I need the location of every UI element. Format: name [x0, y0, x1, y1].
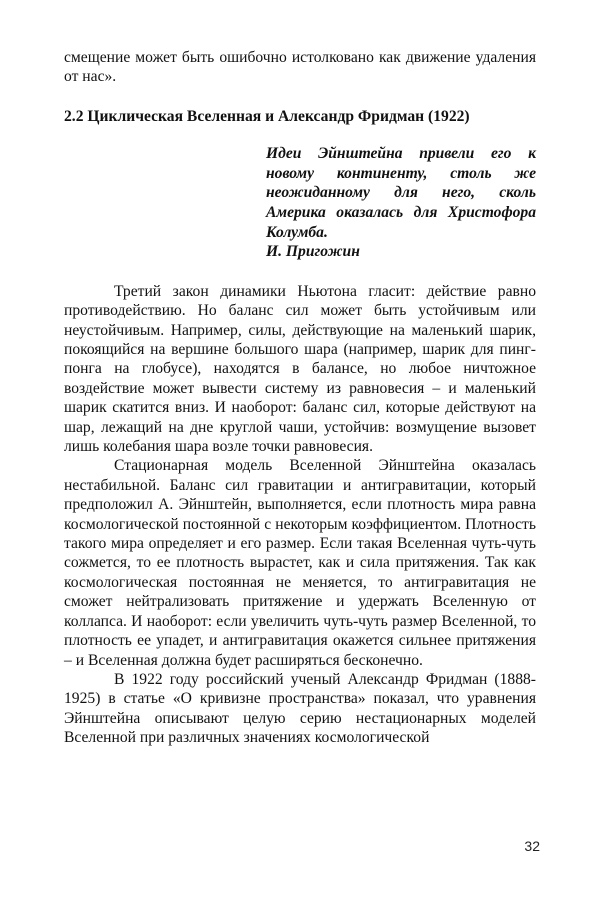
paragraph-friedmann: В 1922 году российский ученый Александр Фридман (1888-1925) в статье «О кривизне пространства» показал, что уравнения Эйнштейна описывают целую серию нестационарных моделей Вселенной при различных значениях космологической: [64, 670, 536, 747]
epigraph-text: Идеи Эйнштейна привели его к новому континенту, столь же неожиданному для него, сколь Америка оказалась для Христофора Колумба.: [266, 145, 536, 241]
paragraph-newton-law: Третий закон динамики Ньютона гласит: действие равно противодействию. Но баланс сил может быть устойчивым или неустойчивым. Например, силы, действующие на маленький шарик, покоящийся на вершине большого шара (например, шарик для пинг-понга на глобусе), находятся в балансе, но любое ничтожное воздействие может вывести систему из равновесия – и маленький шарик скатится вниз. И наоборот: баланс сил, которые действуют на шар, лежащий на дне круглой чаши, устойчив: возмущение вызовет лишь колебания шара возле точки равновесия.: [64, 282, 536, 456]
page-body: [64, 48, 536, 748]
continuation-paragraph: смещение может быть ошибочно истолковано как движение удаления от нас».: [64, 49, 536, 86]
epigraph: [266, 144, 536, 262]
section-heading: 2.2 Циклическая Вселенная и Александр Фридман (1922): [64, 107, 470, 125]
page-number: 32: [524, 838, 540, 854]
body-text: [64, 282, 536, 748]
epigraph-author: И. Пригожин: [266, 243, 360, 261]
paragraph-stationary-model: Стационарная модель Вселенной Эйнштейна оказалась нестабильной. Баланс сил гравитации и антигравитации, который предположил А. Эйнштейн, выполняется, если плотность мира равна космологической постоянной с некоторым коэффициентом. Плотность такого мира определяет и его размер. Если такая Вселенная чуть-чуть сожмется, то ее плотность вырастет, как и сила притяжения. Так как космологическая постоянная не меняется, то антигравитация не сможет нейтрализовать притяжение и удержать Вселенную от коллапса. И наоборот: если увеличить чуть-чуть размер Вселенной, то плотность ее упадет, и антигравитация окажется сильнее притяжения – и Вселенная должна будет расширяться бесконечно.: [64, 457, 536, 669]
